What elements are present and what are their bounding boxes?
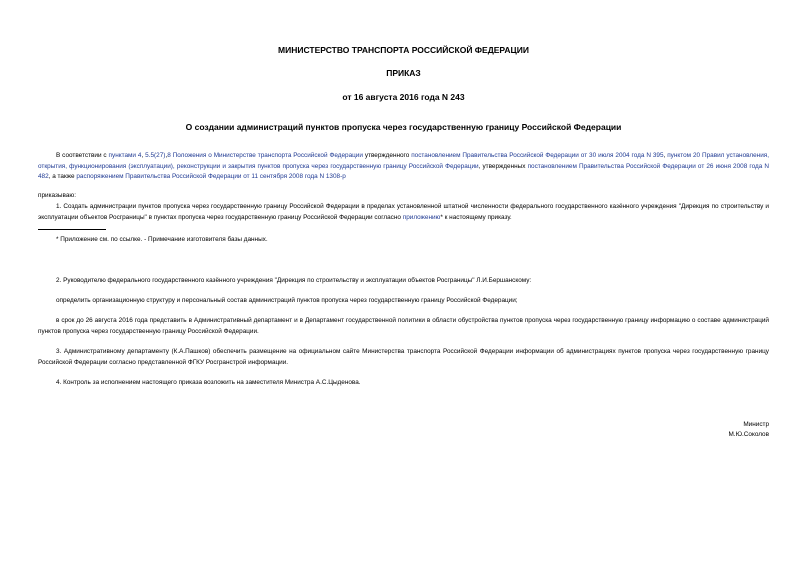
- preamble-text: , утвержденных: [478, 162, 528, 170]
- preamble-text: ,: [165, 152, 168, 159]
- link-order-1308r[interactable]: распоряжением Правительства Российской Федерации от 11 сентября 2008 года N 1308-р: [76, 173, 346, 180]
- link-appendix[interactable]: приложению: [402, 213, 441, 221]
- preamble-text: ,: [141, 152, 146, 159]
- item-2-b: в срок до 26 августа 2016 года представить в Административный департамент и в Департамент государственной политики в области обустройства пунктов пропуска через государственную границу информацию о составе администраций пунктов пропуска через государственную границу Российской Федерации.: [38, 317, 769, 335]
- footnote: * Приложение см. по ссылке. - Примечание изготовителя базы данных.: [56, 236, 268, 243]
- preamble-text: , а также: [48, 173, 77, 180]
- preamble-paragraph: [38, 151, 769, 183]
- item-1-tail: * к настоящему приказу.: [440, 213, 512, 221]
- preamble-text: ,: [663, 152, 668, 159]
- item-2-a: определить организационную структуру и персональный состав администраций пунктов пропуска через государственную границу Российской Федерации;: [56, 297, 518, 304]
- item-1-text: 1. Создать администрации пунктов пропуска через государственную границу Российской Федерации в пределах установленной штатной численности федерального государственного казённого учреждения "Дирекция по строительству и эксплуатации объектов Росграницы" в пунктах пропуска через государственную границу Российской Федерации согласно: [38, 203, 769, 221]
- item-1: [38, 202, 769, 223]
- preamble-text: В соответствии с: [56, 152, 109, 159]
- link-rules-item-20[interactable]: пунктом 20 Правил установления, открытия, функционирования (эксплуатации), реконструкции и закрытия пунктов пропуска через государственную границу Российской Федерации: [38, 152, 769, 170]
- signature-name: М.Ю.Соколов: [728, 431, 769, 438]
- order-word: приказываю:: [38, 192, 76, 199]
- doc-subject: О создании администраций пунктов пропуска через государственную границу Российской Федерации: [185, 122, 622, 132]
- item-3: 3. Административному департаменту (К.А.Пашков) обеспечить размещение на официальном сайте Министерства транспорта Российской Федерации информации об администрациях пунктов пропуска через государственную границу Российской Федерации согласно представленной ФГКУ Росгранстрой информации.: [38, 348, 769, 366]
- ministry-title: МИНИСТЕРСТВО ТРАНСПОРТА РОССИЙСКОЙ ФЕДЕРАЦИИ: [278, 45, 529, 55]
- item-2: 2. Руководителю федерального государственного казённого учреждения "Дирекция по строительству и эксплуатации объектов Росграницы" Л.И.Бершанскому:: [56, 277, 532, 284]
- doc-type: ПРИКАЗ: [386, 68, 421, 78]
- signature-title: Министр: [743, 421, 769, 428]
- link-item-5-5-27[interactable]: 5.5(27): [145, 152, 166, 159]
- doc-date-number: от 16 августа 2016 года N 243: [342, 92, 465, 102]
- link-items-4[interactable]: пунктами 4: [108, 152, 142, 159]
- link-regulation[interactable]: 8 Положения о Министерстве транспорта Российской Федерации: [167, 152, 363, 159]
- link-decree-395[interactable]: постановлением Правительства Российской Федерации от 30 июля 2004 года N 395: [411, 152, 664, 159]
- link-decree-482[interactable]: постановлением Правительства Российской Федерации от 26 июня 2008 года N 482: [38, 162, 770, 180]
- item-4: 4. Контроль за исполнением настоящего приказа возложить на заместителя Министра А.С.Цыденова.: [56, 379, 361, 386]
- preamble-text: утвержденного: [362, 152, 412, 159]
- footnote-divider: [38, 229, 106, 230]
